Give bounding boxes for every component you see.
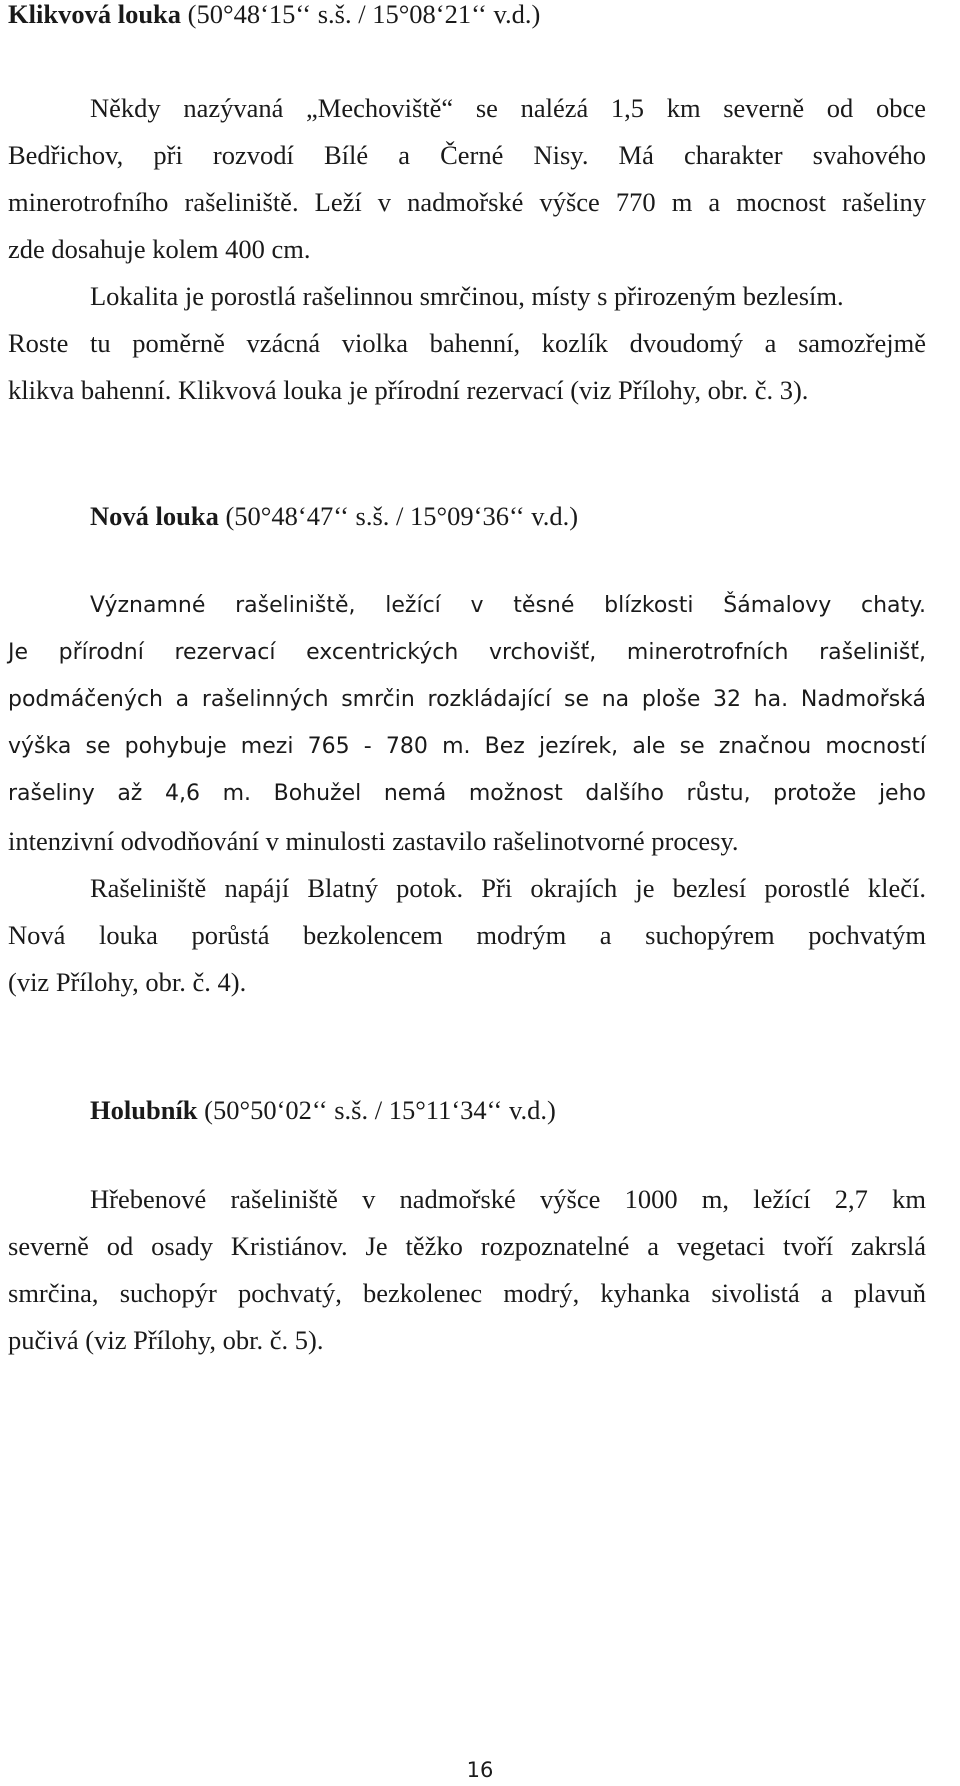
section-coordinates: (50°50‘02‘‘ s.š. / 15°11‘34‘‘ v.d.) bbox=[197, 1095, 556, 1125]
paragraph-line: Bedřichov, při rozvodí Bílé a Černé Nisy. Má charakter svahového bbox=[8, 140, 926, 170]
paragraph-line: minerotrofního rašeliniště. Leží v nadmořské výšce 770 m a mocnost rašeliny bbox=[8, 187, 926, 217]
paragraph-line: Roste tu poměrně vzácná violka bahenní, kozlík dvoudomý a samozřejmě bbox=[8, 328, 926, 358]
paragraph-line: Někdy nazývaná „Mechoviště“ se nalézá 1,5 km severně od obce bbox=[90, 93, 926, 123]
paragraph-line: pučivá (viz Přílohy, obr. č. 5). bbox=[8, 1325, 324, 1355]
section-title: Holubník bbox=[90, 1095, 198, 1125]
section-title: Klikvová louka bbox=[8, 0, 182, 29]
paragraph-line: výška se pohybuje mezi 765 - 780 m. Bez jezírek, ale se značnou mocností bbox=[8, 734, 926, 759]
paragraph-line: Rašeliniště napájí Blatný potok. Při okrajích je bezlesí porostlé klečí. bbox=[90, 873, 926, 903]
paragraph-line: podmáčených a rašelinných smrčin rozkládající se na ploše 32 ha. Nadmořská bbox=[8, 687, 926, 712]
page-number: 16 bbox=[466, 1758, 494, 1782]
section-heading-holubnik bbox=[90, 1094, 926, 1126]
paragraph-line: rašeliny až 4,6 m. Bohužel nemá možnost dalšího růstu, protože jeho bbox=[8, 781, 926, 806]
paragraph-line: Hřebenové rašeliniště v nadmořské výšce 1000 m, ležící 2,7 km bbox=[90, 1184, 926, 1214]
section-coordinates: (50°48‘47‘‘ s.š. / 15°09‘36‘‘ v.d.) bbox=[218, 501, 579, 531]
paragraph-line: Nová louka porůstá bezkolencem modrým a suchopýrem pochvatým bbox=[8, 920, 926, 950]
paragraph-line: klikva bahenní. Klikvová louka je přírodní rezervací (viz Přílohy, obr. č. 3). bbox=[8, 375, 809, 405]
section-heading-klikvova-louka bbox=[8, 0, 926, 30]
paragraph-line: severně od osady Kristiánov. Je těžko rozpoznatelné a vegetaci tvoří zakrslá bbox=[8, 1231, 926, 1261]
paragraph-line: Lokalita je porostlá rašelinnou smrčinou, místy s přirozeným bezlesím. bbox=[90, 281, 844, 311]
section-title: Nová louka bbox=[90, 501, 219, 531]
section-heading-nova-louka bbox=[90, 500, 926, 532]
paragraph-line: (viz Přílohy, obr. č. 4). bbox=[8, 967, 247, 997]
paragraph-line: smrčina, suchopýr pochvatý, bezkolenec modrý, kyhanka sivolistá a plavuň bbox=[8, 1278, 926, 1308]
paragraph-line: intenzivní odvodňování v minulosti zastavilo rašelinotvorné procesy. bbox=[8, 826, 739, 856]
section-coordinates: (50°48‘15‘‘ s.š. / 15°08‘21‘‘ v.d.) bbox=[181, 0, 541, 29]
paragraph-line: Významné rašeliniště, ležící v těsné blízkosti Šámalovy chaty. bbox=[90, 593, 926, 618]
paragraph-line: zde dosahuje kolem 400 cm. bbox=[8, 234, 311, 264]
paragraph-line: Je přírodní rezervací excentrických vrchovišť, minerotrofních rašelinišť, bbox=[8, 640, 926, 665]
